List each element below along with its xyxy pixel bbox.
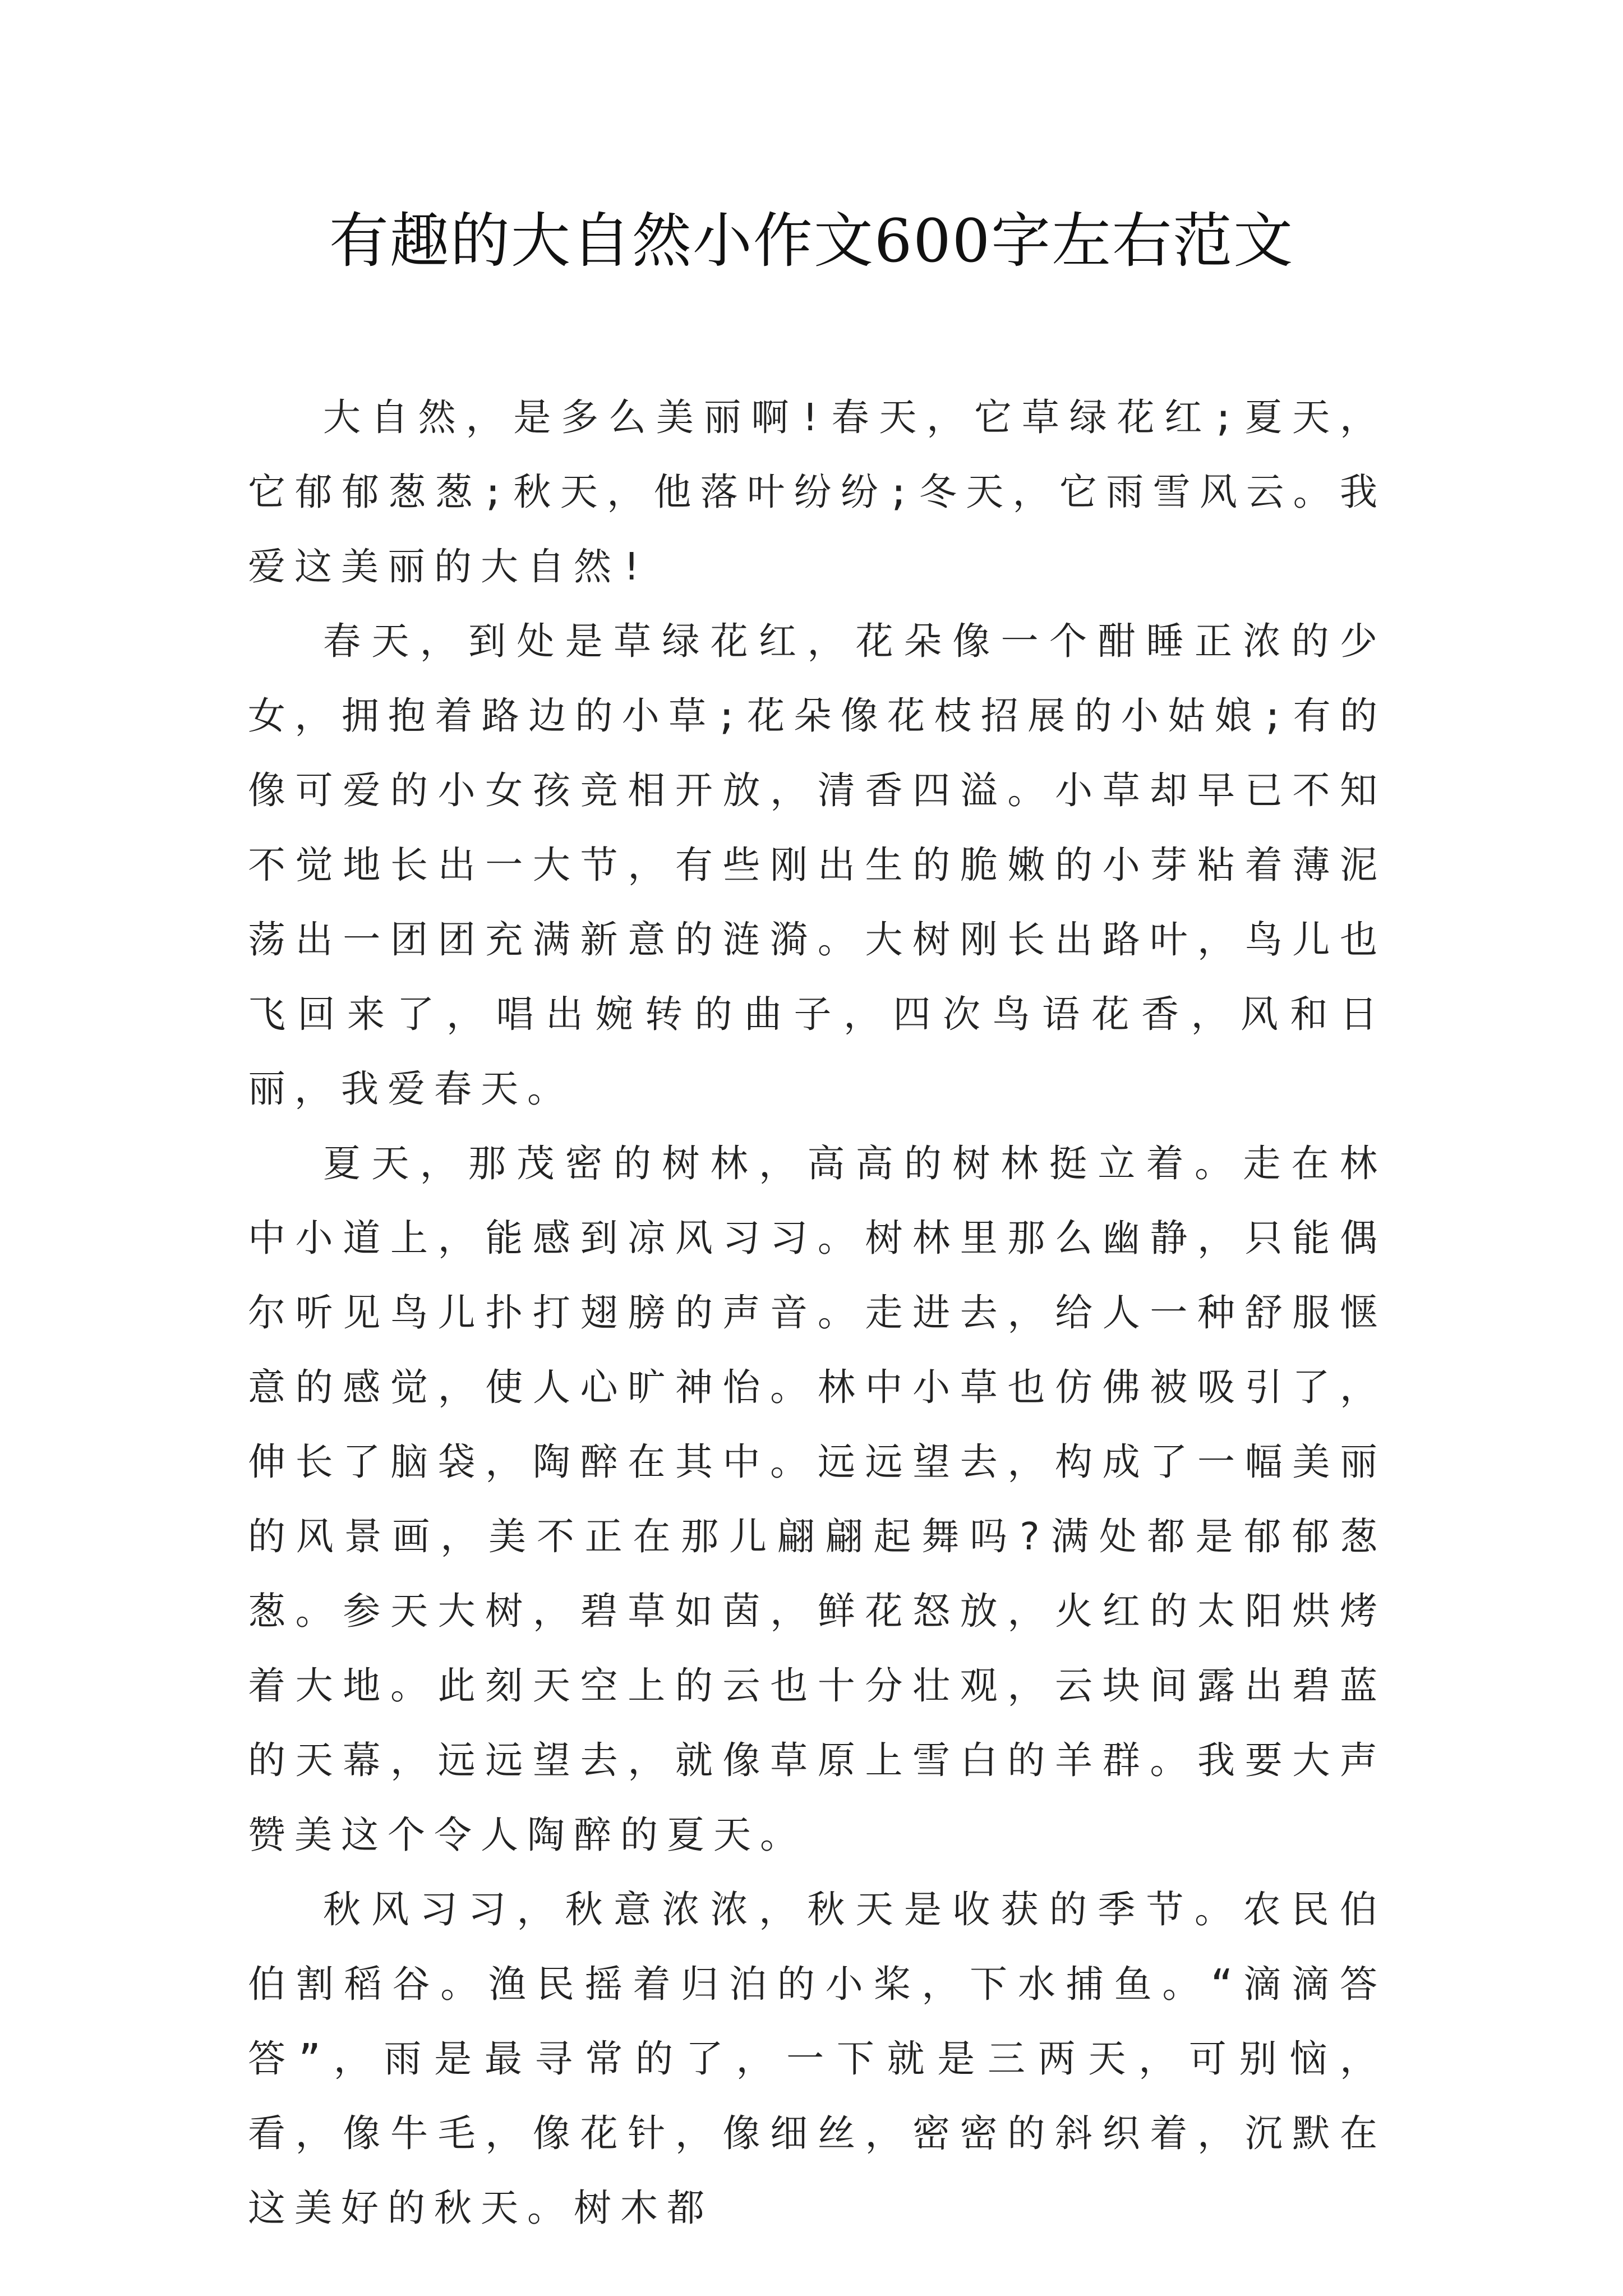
document-title: 有趣的大自然小作文600字左右范文 (329, 206, 1294, 275)
paragraph-summer: 夏天，那茂密的树林，高高的树林挺立着。走在林中小道上，能感到凉风习习。树林里那么幽静，只能偶尔听见鸟儿扑打翅膀的声音。走进去，给人一种舒服惬意的感觉，使人心旷神怡。林中小草也仿佛被吸引了，伸长了脑袋，陶醉在其中。远远望去，构成了一幅美丽的风景画，美不正在那儿翩翩起舞吗?满处都是郁郁葱葱。参天大树，碧草如茵，鲜花怒放，火红的太阳烘烤着大地。此刻天空上的云也十分壮观，云块间露出碧蓝的天幕，远远望去，就像草原上雪白的羊群。我要大声赞美这个令人陶醉的夏天。 (248, 1142, 1386, 1857)
paragraph-intro: 大自然，是多么美丽啊!春天，它草绿花红;夏天，它郁郁葱葱;秋天，他落叶纷纷;冬天，它雨雪风云。我爱这美丽的大自然! (248, 395, 1386, 588)
document-body (248, 380, 1386, 2246)
paragraph-autumn: 秋风习习，秋意浓浓，秋天是收获的季节。农民伯伯割稻谷。渔民摇着归泊的小桨，下水捕鱼。“滴滴答答”，雨是最寻常的了，一下就是三两天，可别恼，看，像牛毛，像花针，像细丝，密密的斜织着，沉默在这美好的秋天。树木都 (248, 1888, 1386, 2230)
paragraph-spring: 春天，到处是草绿花红，花朵像一个酣睡正浓的少女，拥抱着路边的小草;花朵像花枝招展的小姑娘;有的像可爱的小女孩竞相开放，清香四溢。小草却早已不知不觉地长出一大节，有些刚出生的脆嫩的小芽粘着薄泥荡出一团团充满新意的涟漪。大树刚长出路叶，鸟儿也飞回来了，唱出婉转的曲子，四次鸟语花香，风和日丽，我爱春天。 (248, 619, 1386, 1111)
